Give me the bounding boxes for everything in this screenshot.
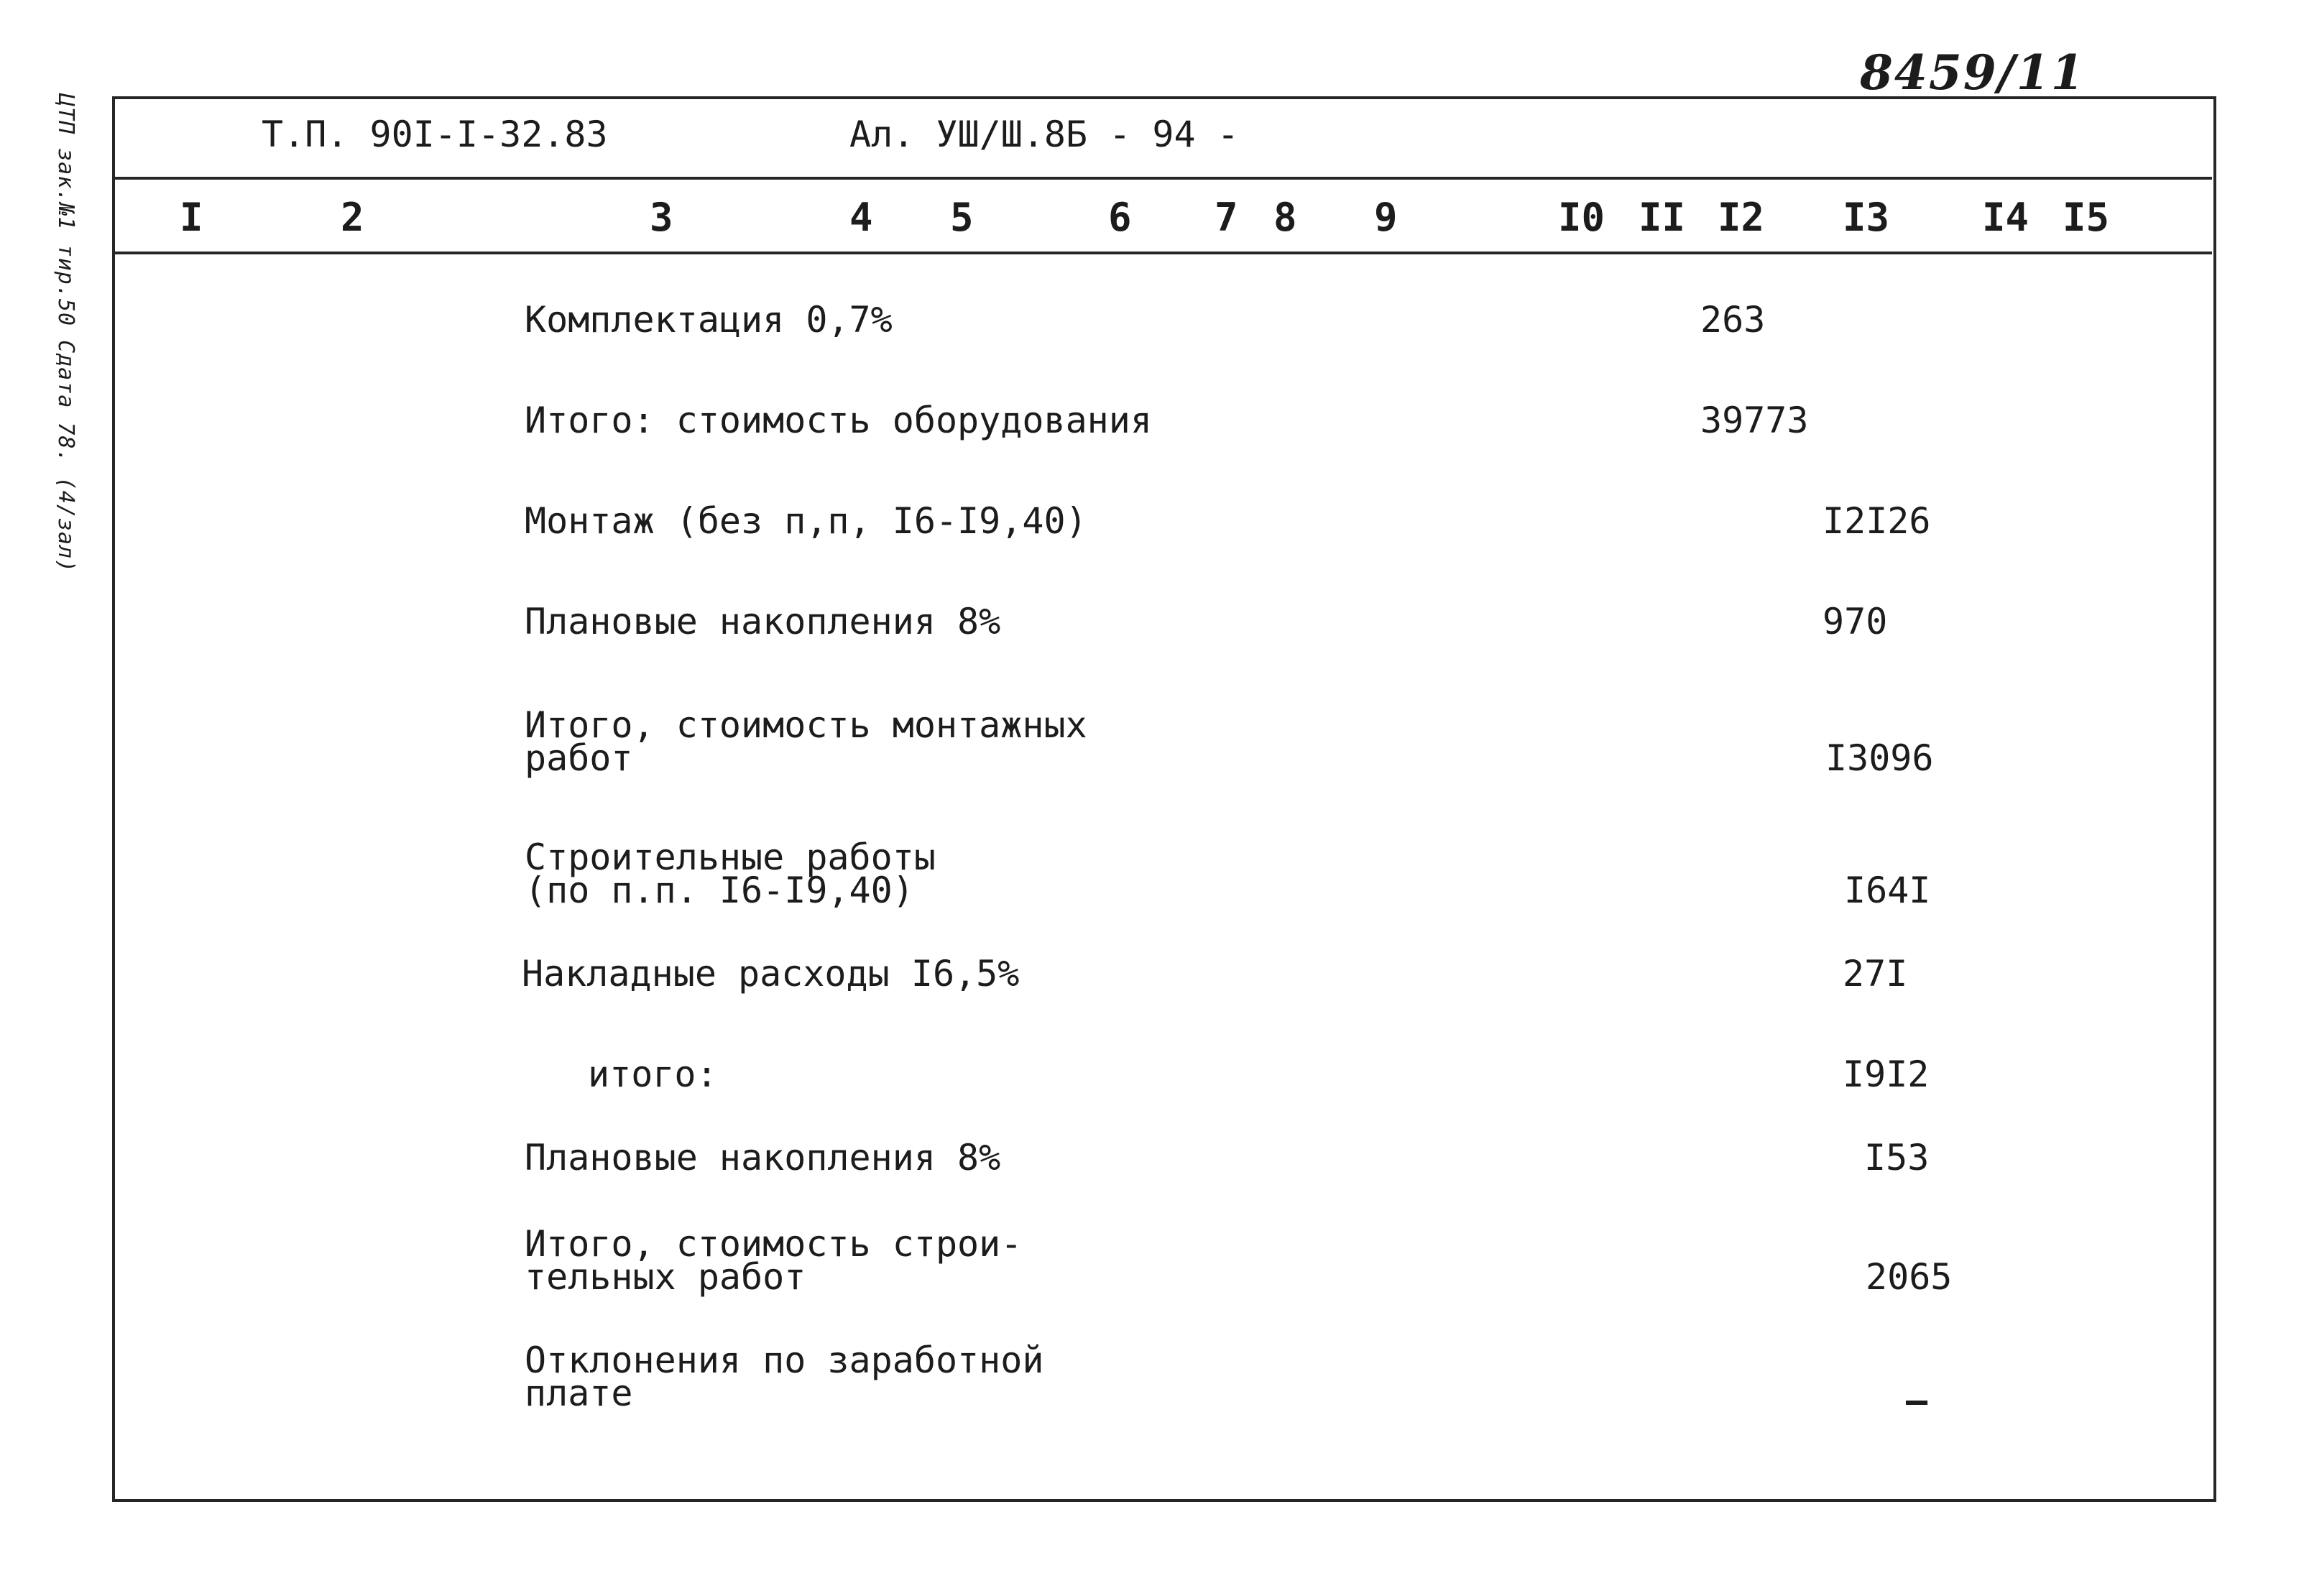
column-numbers-divider — [115, 252, 2212, 254]
row-value: I3096 — [1825, 737, 1934, 779]
column-number: 4 — [849, 195, 873, 240]
row-label: итого: — [588, 1053, 718, 1095]
row-label: Плановые накопления 8% — [525, 601, 1001, 642]
row-label: работ — [525, 737, 633, 779]
row-label: Плановые накопления 8% — [525, 1137, 1001, 1178]
column-number: I — [180, 195, 203, 240]
column-number: 9 — [1374, 195, 1398, 240]
row-label: Итого, стоимость строи- — [525, 1223, 1023, 1265]
row-value: 263 — [1700, 299, 1766, 341]
row-value: I2I26 — [1823, 500, 1931, 542]
column-number: 3 — [650, 195, 673, 240]
handwritten-number: 8459/11 — [1860, 45, 2086, 101]
row-label: Отклонения по заработной — [525, 1339, 1044, 1381]
column-number: 5 — [950, 195, 974, 240]
column-number: I0 — [1558, 195, 1605, 240]
project-number: Т.П. 90I-I-32.83 — [262, 114, 608, 155]
row-label: плате — [525, 1373, 633, 1414]
column-number: 7 — [1215, 195, 1238, 240]
column-number: I5 — [2063, 195, 2110, 240]
row-label: тельных работ — [525, 1256, 806, 1298]
row-value: – — [1906, 1380, 1928, 1421]
album-page: Ал. УШ/Ш.8Б - 94 - — [849, 114, 1239, 155]
column-number: 2 — [341, 195, 364, 240]
column-number: II — [1639, 195, 1686, 240]
row-label: Итого, стоимость монтажных — [525, 704, 1087, 746]
row-label: Накладные расходы I6,5% — [522, 953, 1020, 995]
row-value: I64I — [1844, 870, 1931, 911]
row-value: I9I2 — [1843, 1053, 1930, 1095]
row-value: 970 — [1823, 601, 1888, 642]
column-number: I2 — [1718, 195, 1765, 240]
row-label: Комплектация 0,7% — [525, 299, 893, 341]
row-value: 2065 — [1866, 1256, 1953, 1298]
column-number: I4 — [1982, 195, 2029, 240]
column-number: 6 — [1108, 195, 1132, 240]
row-label: Итого: стоимость оборудования — [525, 400, 1152, 441]
row-value: I53 — [1864, 1137, 1930, 1178]
column-number: 8 — [1273, 195, 1297, 240]
side-stamp: ЦТП зак.№1 тир.50 Сдата 78. (4/зал) — [53, 93, 78, 573]
row-label: Строительные работы — [525, 836, 936, 878]
row-value: 39773 — [1700, 400, 1809, 441]
row-label: (по п.п. I6-I9,40) — [525, 870, 914, 911]
row-value: 27I — [1843, 953, 1908, 995]
column-number: I3 — [1843, 195, 1890, 240]
header-divider — [115, 177, 2212, 180]
row-label: Монтаж (без п,п, I6-I9,40) — [525, 500, 1087, 542]
